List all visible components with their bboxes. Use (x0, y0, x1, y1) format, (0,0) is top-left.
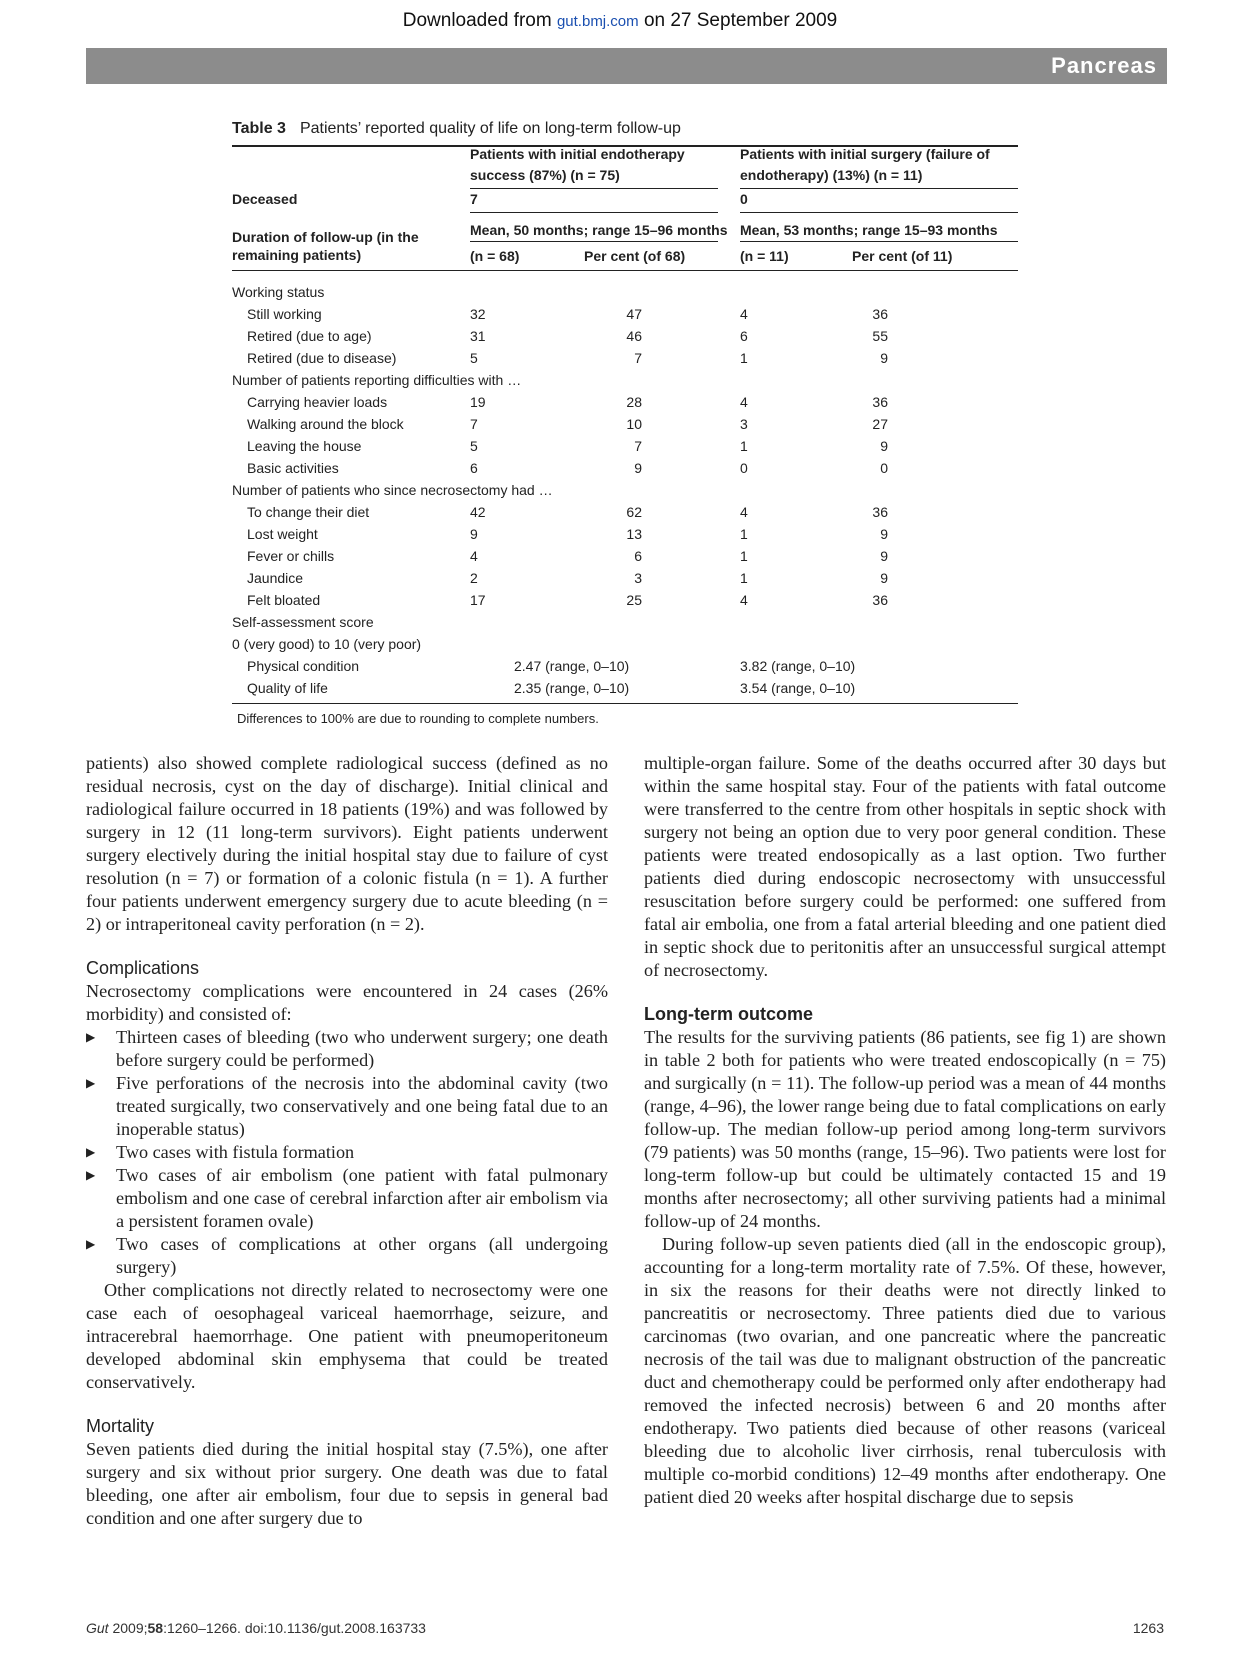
deceased-rule-2 (740, 212, 1018, 213)
longterm-paragraph-2: During follow-up seven patients died (all in the endoscopic group), accounting for a long-term mortality rate of 7.5%. Of these, however, in six the reasons for their deaths were not directly linked to pancreatitis or necrosectomy. Three patients died due to various carcinomas (two ovarian, and one pancreatic where the pancreatic necrosis of the tail was due to malignant obstruction of the pancreatic duct and chemotherapy could be performed only after endotherapy had removed the infected necrosis) between 6 and 20 months after endotherapy. Two patients died because of other reasons (variceal bleeding due to alcoholic liver cirrhosis, renal tuberculosis with multiple co-morbid conditions) 12–49 months after endotherapy. One patient died 20 weeks after hospital discharge due to sepsis (644, 1234, 1166, 1507)
table-row (232, 325, 1018, 347)
list-item (86, 1233, 608, 1279)
complications-list (86, 1026, 608, 1279)
cell-n-group2: 1 (740, 438, 748, 454)
cell-pct-group2: 9 (880, 438, 888, 454)
group1-header-line2: success (87%) (n = 75) (470, 167, 620, 183)
table-row (232, 545, 1018, 567)
table-caption-text: Patients’ reported quality of life on long-term follow-up (299, 120, 681, 137)
cell-pct-group1: 6 (634, 548, 642, 564)
group2-header-rule (740, 188, 1018, 189)
cell-pct-group2: 9 (880, 526, 888, 542)
cell-pct-group1: 9 (634, 460, 642, 476)
right-column (644, 752, 1166, 1509)
cell-pct-group2: 9 (880, 350, 888, 366)
journal-year: 2009; (112, 1620, 148, 1636)
duration-label-line1: Duration of follow-up (in the (232, 229, 419, 245)
deceased-group1: 7 (470, 191, 478, 207)
cell-n-group1: 42 (470, 504, 486, 520)
cell-pct-group1: 46 (626, 328, 642, 344)
table-section-row (232, 479, 1018, 501)
download-notice (0, 10, 1240, 32)
duration-label (232, 228, 419, 264)
duration-group2: Mean, 53 months; range 15–93 months (740, 222, 998, 238)
triangle-bullet-icon: ▶ (86, 1030, 96, 1044)
list-item-text: Five perforations of the necrosis into the abdominal cavity (two treated surgically, two conservatively and one being fatal due to an inoperable status) (116, 1073, 608, 1139)
cell-pct-group1: 7 (634, 438, 642, 454)
complications-intro: Necrosectomy complications were encountered in 24 cases (26% morbidity) and consisted of: (86, 981, 608, 1024)
page-number: 1263 (1132, 1620, 1164, 1636)
cell-score-group1: 2.47 (range, 0–10) (514, 658, 630, 674)
longterm-paragraph-1: The results for the surviving patients (86 patients, see fig 1) are shown in table 2 both for patients who were treated endoscopically (n = 75) and surgically (n = 11). The follow-up period was a mean of 44 months (range, 4–96), the lower range being due to fatal complications on early follow-up. The median follow-up period among long-term survivors (79 patients) was 50 months (range, 15–96). Two patients were lost for long-term follow-up but could be ultimately contacted 15 and 19 months after necrosectomy; all other surviving patients had a minimal follow-up of 24 months. (644, 1027, 1166, 1231)
row-label: Quality of life (247, 680, 328, 696)
section-banner (86, 48, 1167, 84)
cell-pct-group2: 9 (880, 548, 888, 564)
pct-group2: Per cent (of 11) (852, 248, 953, 264)
table-number: Table 3 (232, 120, 286, 137)
deceased-label: Deceased (232, 191, 298, 207)
table-row (232, 413, 1018, 435)
row-label: Retired (due to age) (247, 328, 372, 344)
complications-other: Other complications not directly related to necrosectomy were one case each of oesophageal variceal haemorrhage, seizure, and intracerebral haemorrhage. One patient with pneumoperitoneum developed abdominal skin emphysema that could be treated conservatively. (86, 1280, 608, 1392)
row-label: Lost weight (247, 526, 318, 542)
cell-pct-group1: 25 (626, 592, 642, 608)
cell-n-group1: 19 (470, 394, 486, 410)
list-item (86, 1072, 608, 1141)
cell-pct-group2: 36 (872, 306, 888, 322)
cell-n-group2: 0 (740, 460, 748, 476)
mortality-heading: Mortality (86, 1416, 155, 1436)
complications-heading: Complications (86, 958, 200, 978)
table-row (232, 677, 1018, 699)
n-group1: (n = 68) (470, 248, 520, 264)
cell-n-group2: 1 (740, 548, 748, 564)
cell-pct-group2: 9 (880, 570, 888, 586)
list-item-text: Thirteen cases of bleeding (two who underwent surgery; one death before surgery could be performed) (116, 1027, 608, 1070)
cell-pct-group2: 36 (872, 504, 888, 520)
cell-n-group2: 1 (740, 526, 748, 542)
list-item-text: Two cases of complications at other organs (all undergoing surgery) (116, 1234, 608, 1277)
table-3 (232, 120, 1018, 726)
cell-n-group2: 1 (740, 570, 748, 586)
group1-header (470, 144, 685, 186)
table-row (232, 567, 1018, 589)
triangle-bullet-icon: ▶ (86, 1237, 96, 1251)
cell-n-group2: 4 (740, 306, 748, 322)
table-section-row (232, 369, 1018, 391)
duration-group1: Mean, 50 months; range 15–96 months (470, 222, 728, 238)
table-body (232, 281, 1018, 699)
cell-pct-group2: 55 (872, 328, 888, 344)
cell-n-group1: 31 (470, 328, 486, 344)
table-bottom-rule (232, 703, 1018, 704)
row-label: Leaving the house (247, 438, 362, 454)
list-item (86, 1026, 608, 1072)
mortality-paragraph: Seven patients died during the initial hospital stay (7.5%), one after surgery and six without prior surgery. One death was due to fatal bleeding, one after air embolism, four due to sepsis in general bad condition and one after surgery due to (86, 1439, 608, 1528)
row-label: Fever or chills (247, 548, 335, 564)
list-item-text: Two cases with fistula formation (116, 1142, 355, 1162)
table-row (232, 347, 1018, 369)
cell-pct-group1: 47 (626, 306, 642, 322)
download-prefix: Downloaded from (402, 10, 552, 31)
n-group2: (n = 11) (740, 248, 789, 264)
cell-n-group1: 32 (470, 306, 486, 322)
journal-pages-doi: :1260–1266. doi:10.1136/gut.2008.163733 (163, 1620, 426, 1636)
section-label: Working status (232, 284, 325, 300)
cell-n-group1: 4 (470, 548, 478, 564)
table-row (232, 523, 1018, 545)
table-caption (232, 120, 1018, 144)
group2-header (740, 144, 990, 186)
duration-rule-1 (470, 241, 718, 242)
cell-score-group1: 2.35 (range, 0–10) (514, 680, 630, 696)
cell-n-group1: 7 (470, 416, 478, 432)
deceased-rule-1 (470, 212, 718, 213)
list-item-text: Two cases of air embolism (one patient with fatal pulmonary embolism and one case of cerebral infarction after air embolism via a persistent foramen ovale) (116, 1165, 608, 1231)
cell-pct-group1: 62 (626, 504, 642, 520)
cell-n-group2: 4 (740, 504, 748, 520)
cell-n-group1: 6 (470, 460, 478, 476)
row-label: Retired (due to disease) (247, 350, 397, 366)
mortality-continued-paragraph: multiple-organ failure. Some of the deaths occurred after 30 days but within the same hospital stay. Four of the patients with fatal outcome were transferred to the centre from other hospitals in septic shock with surgery not being an option due to very poor general condition. These patients were treated endosopically as a last option. Two further patients died during endoscopic necrosectomy with unsuccessful resuscitation before surgery could be performed: one suffered from fatal air embolia, one from a fatal arterial bleeding and one patient died in septic shock due to peritonitis after an unsuccessful surgical attempt of necrosectomy. (644, 753, 1166, 980)
duration-label-line2: remaining patients) (232, 247, 362, 263)
cell-pct-group2: 36 (872, 592, 888, 608)
cell-pct-group1: 7 (634, 350, 642, 366)
cell-n-group1: 9 (470, 526, 478, 542)
cell-score-group2: 3.82 (range, 0–10) (740, 658, 856, 674)
cell-pct-group2: 36 (872, 394, 888, 410)
row-label: Basic activities (247, 460, 339, 476)
section-label: 0 (very good) to 10 (very poor) (232, 636, 422, 652)
cell-pct-group1: 3 (634, 570, 642, 586)
section-label: Number of patients reporting difficulties with … (232, 372, 522, 388)
site-link[interactable]: gut.bmj.com (556, 13, 639, 30)
group1-header-line1: Patients with initial endotherapy (470, 146, 685, 162)
row-label: Walking around the block (247, 416, 404, 432)
section-label: Number of patients who since necrosectomy had … (232, 482, 553, 498)
cell-n-group2: 4 (740, 394, 748, 410)
journal-volume: 58 (147, 1620, 164, 1636)
cell-pct-group2: 27 (872, 416, 888, 432)
cell-score-group2: 3.54 (range, 0–10) (740, 680, 856, 696)
table-row (232, 655, 1018, 677)
row-label: Still working (247, 306, 322, 322)
table-section-row (232, 633, 1018, 655)
table-section-row (232, 611, 1018, 633)
list-item (86, 1164, 608, 1233)
table-row (232, 457, 1018, 479)
cell-pct-group1: 10 (626, 416, 642, 432)
cell-n-group1: 5 (470, 350, 478, 366)
cell-n-group2: 3 (740, 416, 748, 432)
triangle-bullet-icon: ▶ (86, 1168, 96, 1182)
cell-n-group1: 2 (470, 570, 478, 586)
table-row (232, 435, 1018, 457)
cell-n-group2: 6 (740, 328, 748, 344)
cell-n-group2: 4 (740, 592, 748, 608)
row-label: Physical condition (247, 658, 360, 674)
cell-n-group1: 17 (470, 592, 486, 608)
group1-header-rule (470, 188, 718, 189)
group2-header-line1: Patients with initial surgery (failure of (740, 146, 990, 162)
table-row (232, 589, 1018, 611)
cell-pct-group1: 28 (626, 394, 642, 410)
download-date: on 27 September 2009 (643, 10, 838, 31)
journal-name: Gut (86, 1620, 109, 1636)
cell-pct-group1: 13 (626, 526, 642, 542)
table-row (232, 303, 1018, 325)
cell-n-group1: 5 (470, 438, 478, 454)
table-footnote: Differences to 100% are due to rounding to complete numbers. (237, 711, 599, 726)
row-label: Felt bloated (247, 592, 321, 608)
results-paragraph: patients) also showed complete radiological success (defined as no residual necrosis, cyst on the day of discharge). Initial clinical and radiological failure occurred in 18 patients (19%) and was followed by surgery in 12 (11 long-term survivors). Eight patients underwent surgery electively during the initial hospital stay due to failure of cyst resolution (n = 7) or formation of a colonic fistula (n = 1). A further four patients underwent emergency surgery due to acute bleeding (n = 2) or intraperitoneal cavity perforation (n = 2). (86, 753, 608, 934)
group2-header-line2: endotherapy) (13%) (n = 11) (740, 167, 923, 183)
section-title: Pancreas (1051, 53, 1157, 78)
footer-citation (86, 1620, 426, 1636)
table-row (232, 501, 1018, 523)
left-column (86, 752, 608, 1530)
duration-rule-2 (740, 241, 1018, 242)
pct-group1: Per cent (of 68) (584, 248, 686, 264)
deceased-group2: 0 (740, 191, 748, 207)
row-label: To change their diet (247, 504, 370, 520)
table-section-row (232, 281, 1018, 303)
cell-pct-group2: 0 (880, 460, 888, 476)
section-label: Self-assessment score (232, 614, 374, 630)
longterm-heading: Long-term outcome (644, 1004, 813, 1024)
cell-n-group2: 1 (740, 350, 748, 366)
triangle-bullet-icon: ▶ (86, 1076, 96, 1090)
row-label: Jaundice (247, 570, 304, 586)
header-bottom-rule (232, 270, 1018, 271)
triangle-bullet-icon: ▶ (86, 1145, 96, 1159)
table-row (232, 391, 1018, 413)
list-item (86, 1141, 608, 1164)
row-label: Carrying heavier loads (247, 394, 388, 410)
